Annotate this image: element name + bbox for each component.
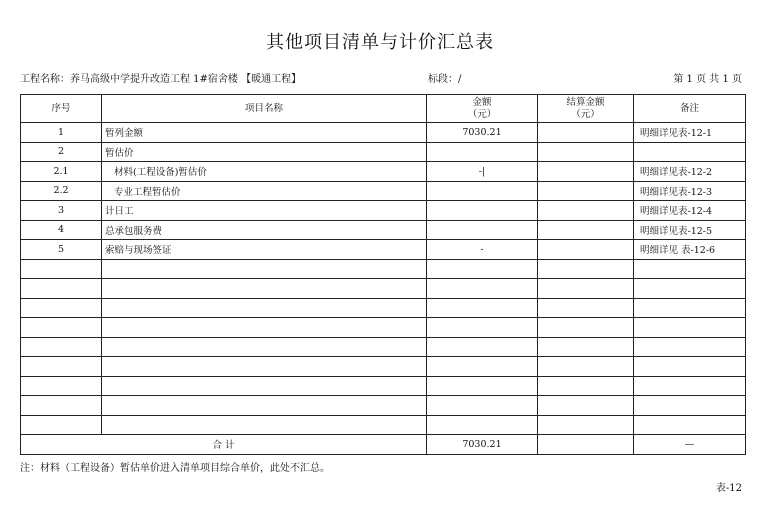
row-amount: -| <box>427 162 538 182</box>
project-info <box>20 70 301 85</box>
project-label: 工程名称： <box>20 74 70 85</box>
row-amount <box>427 220 538 240</box>
row-name: 计日工 <box>102 201 427 221</box>
header-name: 项目名称 <box>102 95 427 123</box>
table-row <box>21 279 746 299</box>
row-amount <box>427 142 538 162</box>
row-name: 暂列金额 <box>102 123 427 143</box>
header-settle-label: 结算金额 <box>566 96 605 108</box>
row-settle <box>538 396 634 416</box>
table-row <box>21 259 746 279</box>
row-seq <box>21 298 102 318</box>
row-remark <box>634 318 746 338</box>
row-seq <box>21 415 102 435</box>
page-title: 其他项目清单与计价汇总表 <box>266 32 494 53</box>
row-seq <box>21 318 102 338</box>
section-value: / <box>458 74 462 85</box>
row-seq <box>21 337 102 357</box>
table-row <box>21 318 746 338</box>
table-row <box>21 357 746 377</box>
header-settle <box>538 95 634 123</box>
header-seq: 序号 <box>21 95 102 123</box>
row-settle <box>538 376 634 396</box>
row-settle <box>538 142 634 162</box>
row-name <box>102 318 427 338</box>
row-remark <box>634 259 746 279</box>
table-row <box>21 123 746 143</box>
row-name: 专业工程暂估价 <box>102 181 427 201</box>
total-amount: 7030.21 <box>427 435 538 455</box>
row-remark: 明细详见 表-12-6 <box>634 240 746 260</box>
row-settle <box>538 220 634 240</box>
row-seq: 1 <box>21 123 102 143</box>
section-label: 标段： <box>428 74 458 85</box>
row-settle <box>538 201 634 221</box>
row-seq <box>21 376 102 396</box>
row-amount <box>427 396 538 416</box>
row-name: 暂估价 <box>102 142 427 162</box>
row-settle <box>538 240 634 260</box>
header-amount <box>427 95 538 123</box>
row-settle <box>538 123 634 143</box>
row-name <box>102 357 427 377</box>
row-remark: 明细详见表-12-5 <box>634 220 746 240</box>
row-settle <box>538 259 634 279</box>
table-row <box>21 181 746 201</box>
row-remark: 明细详见表-12-3 <box>634 181 746 201</box>
row-seq: 4 <box>21 220 102 240</box>
row-seq: 2.2 <box>21 181 102 201</box>
row-name <box>102 298 427 318</box>
row-seq: 3 <box>21 201 102 221</box>
row-settle <box>538 298 634 318</box>
header-amount-unit: （元） <box>467 108 497 120</box>
header-settle-unit: （元） <box>571 108 600 120</box>
table-row <box>21 142 746 162</box>
row-amount <box>427 201 538 221</box>
row-name: 索赔与现场签证 <box>102 240 427 260</box>
section-info <box>428 70 461 85</box>
page-code: 表-12 <box>715 483 742 494</box>
row-name <box>102 376 427 396</box>
summary-table <box>20 94 746 455</box>
row-remark <box>634 337 746 357</box>
row-name <box>102 396 427 416</box>
row-remark <box>634 396 746 416</box>
table-row <box>21 162 746 182</box>
row-seq: 2 <box>21 142 102 162</box>
row-amount: - <box>427 240 538 260</box>
project-name: 养马高级中学提升改造工程 1#宿舍楼 【暖通工程】 <box>70 74 302 85</box>
table-row <box>21 396 746 416</box>
row-name <box>102 279 427 299</box>
row-amount <box>427 337 538 357</box>
table-row <box>21 201 746 221</box>
row-remark: 明细详见表-12-4 <box>634 201 746 221</box>
row-amount <box>427 415 538 435</box>
row-name <box>102 337 427 357</box>
total-remark: — <box>634 435 746 455</box>
row-amount <box>427 279 538 299</box>
row-amount <box>427 298 538 318</box>
row-seq: 2.1 <box>21 162 102 182</box>
row-name <box>102 259 427 279</box>
row-amount <box>427 181 538 201</box>
row-settle <box>538 415 634 435</box>
table-row <box>21 240 746 260</box>
row-seq <box>21 279 102 299</box>
row-remark <box>634 298 746 318</box>
row-name: 总承包服务费 <box>102 220 427 240</box>
row-remark <box>634 357 746 377</box>
footnote: 注：材料（工程设备）暂估单价进入清单项目综合单价，此处不汇总。 <box>20 463 330 474</box>
table-row <box>21 376 746 396</box>
row-amount <box>427 376 538 396</box>
row-settle <box>538 337 634 357</box>
total-row <box>21 435 746 455</box>
row-amount: 7030.21 <box>427 123 538 143</box>
row-settle <box>538 181 634 201</box>
table-header-row <box>21 95 746 123</box>
row-amount <box>427 357 538 377</box>
row-remark <box>634 376 746 396</box>
row-name <box>102 415 427 435</box>
row-remark <box>634 142 746 162</box>
row-remark <box>634 415 746 435</box>
row-seq <box>21 259 102 279</box>
row-settle <box>538 162 634 182</box>
header-amount-label: 金额 <box>472 96 492 108</box>
row-amount <box>427 318 538 338</box>
row-name: 材料(工程设备)暂估价 <box>102 162 427 182</box>
total-settle <box>538 435 634 455</box>
row-remark: 明细详见表-12-2 <box>634 162 746 182</box>
header-remark: 备注 <box>634 95 746 123</box>
row-seq <box>21 357 102 377</box>
row-settle <box>538 279 634 299</box>
page-info: 第 1 页 共 1 页 <box>673 74 742 85</box>
row-remark <box>634 279 746 299</box>
row-settle <box>538 357 634 377</box>
table-row <box>21 220 746 240</box>
row-remark: 明细详见表-12-1 <box>634 123 746 143</box>
row-seq <box>21 396 102 416</box>
table-row <box>21 298 746 318</box>
total-label: 合 计 <box>21 435 427 455</box>
row-amount <box>427 259 538 279</box>
table-row <box>21 337 746 357</box>
row-seq: 5 <box>21 240 102 260</box>
table-row <box>21 415 746 435</box>
row-settle <box>538 318 634 338</box>
